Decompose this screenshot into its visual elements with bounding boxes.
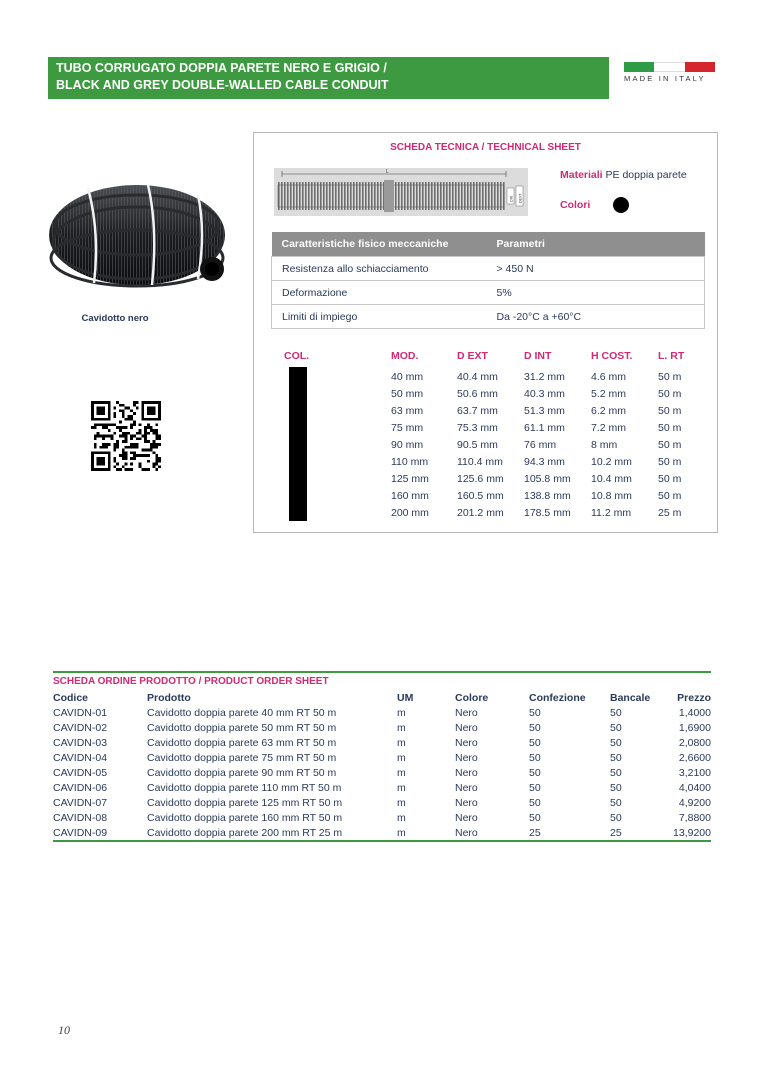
hcost-cell: 10.8 mm bbox=[591, 489, 632, 502]
prezzo-cell: 13,9200 bbox=[673, 826, 711, 839]
colors-row bbox=[560, 197, 629, 213]
col-header: COL. bbox=[284, 350, 310, 362]
confezione-cell: 50 bbox=[529, 766, 541, 779]
prodotto-cell: Cavidotto doppia parete 160 mm RT 50 m bbox=[147, 811, 343, 824]
bancale-cell: 50 bbox=[610, 781, 622, 794]
dint-cell: 94.3 mm bbox=[524, 455, 565, 468]
order-bottom-rule bbox=[53, 840, 711, 842]
colore-cell: Nero bbox=[455, 826, 478, 839]
codice-cell: CAVIDN-09 bbox=[53, 826, 108, 839]
mod-cell: 75 mm bbox=[391, 421, 424, 434]
colore-cell: Nero bbox=[455, 721, 478, 734]
order-header bbox=[53, 690, 711, 705]
hcost-cell: 8 mm bbox=[591, 438, 618, 451]
table-row bbox=[53, 735, 711, 750]
hcost-cell: 6.2 mm bbox=[591, 404, 627, 417]
dint-cell: 61.1 mm bbox=[524, 421, 565, 434]
hcost-cell: 7.2 mm bbox=[591, 421, 627, 434]
dext-cell: 75.3 mm bbox=[457, 421, 498, 434]
um-header: UM bbox=[397, 691, 414, 704]
page-title-bar bbox=[48, 57, 609, 99]
codice-header: Codice bbox=[53, 691, 89, 704]
prodotto-cell: Cavidotto doppia parete 50 mm RT 50 m bbox=[147, 721, 337, 734]
properties-header-value: Parametri bbox=[487, 232, 705, 257]
dext-cell: 40.4 mm bbox=[457, 370, 498, 383]
materials-row bbox=[560, 169, 687, 181]
prezzo-cell: 4,0400 bbox=[678, 781, 711, 794]
um-cell: m bbox=[397, 706, 406, 719]
technical-sheet bbox=[253, 132, 718, 533]
confezione-cell: 50 bbox=[529, 751, 541, 764]
confezione-cell: 50 bbox=[529, 811, 541, 824]
um-cell: m bbox=[397, 826, 406, 839]
colore-header: Colore bbox=[455, 691, 489, 704]
bancale-cell: 50 bbox=[610, 796, 622, 809]
table-row bbox=[272, 281, 705, 305]
codice-cell: CAVIDN-02 bbox=[53, 721, 108, 734]
dext-cell: 110.4 mm bbox=[457, 455, 503, 468]
table-row bbox=[284, 453, 704, 470]
codice-cell: CAVIDN-05 bbox=[53, 766, 108, 779]
color-swatch bbox=[613, 197, 629, 213]
qr-code bbox=[91, 401, 161, 471]
property-name: Limiti di impiego bbox=[272, 305, 487, 329]
mod-cell: 50 mm bbox=[391, 387, 424, 400]
table-row bbox=[284, 470, 704, 487]
title-line-2: BLACK AND GREY DOUBLE-WALLED CABLE CONDUIT bbox=[56, 78, 389, 92]
table-row bbox=[284, 402, 704, 419]
um-cell: m bbox=[397, 766, 406, 779]
lrt-cell: 50 m bbox=[658, 421, 682, 434]
black-color-swatch bbox=[289, 367, 307, 521]
colore-cell: Nero bbox=[455, 811, 478, 824]
table-row bbox=[53, 780, 711, 795]
lrt-cell: 50 m bbox=[658, 455, 682, 468]
mod-cell: 125 mm bbox=[391, 472, 429, 485]
lrt-cell: 50 m bbox=[658, 370, 682, 383]
colore-cell: Nero bbox=[455, 796, 478, 809]
prezzo-cell: 2,6600 bbox=[678, 751, 711, 764]
dint-cell: 40.3 mm bbox=[524, 387, 565, 400]
properties-header-key: Caratteristiche fisico meccaniche bbox=[272, 232, 487, 257]
hcost-cell: 4.6 mm bbox=[591, 370, 627, 383]
properties-header bbox=[272, 232, 705, 257]
mod-cell: 40 mm bbox=[391, 370, 424, 383]
property-name: Resistenza allo schiacciamento bbox=[272, 257, 487, 281]
confezione-cell: 25 bbox=[529, 826, 541, 839]
table-row bbox=[53, 720, 711, 735]
codice-cell: CAVIDN-04 bbox=[53, 751, 108, 764]
mod-cell: 160 mm bbox=[391, 489, 429, 502]
prezzo-cell: 3,2100 bbox=[678, 766, 711, 779]
table-row bbox=[284, 368, 704, 385]
prezzo-cell: 4,9200 bbox=[678, 796, 711, 809]
um-cell: m bbox=[397, 781, 406, 794]
bancale-cell: 25 bbox=[610, 826, 622, 839]
colore-cell: Nero bbox=[455, 736, 478, 749]
prodotto-cell: Cavidotto doppia parete 110 mm RT 50 m bbox=[147, 781, 342, 794]
table-row bbox=[53, 825, 711, 840]
order-sheet-title: SCHEDA ORDINE PRODOTTO / PRODUCT ORDER SHEET bbox=[53, 676, 329, 687]
hcost-cell: 10.4 mm bbox=[591, 472, 632, 485]
prezzo-cell: 7,8800 bbox=[678, 811, 711, 824]
codice-cell: CAVIDN-06 bbox=[53, 781, 108, 794]
confezione-cell: 50 bbox=[529, 706, 541, 719]
table-row bbox=[53, 750, 711, 765]
hcost-cell: 5.2 mm bbox=[591, 387, 627, 400]
codice-cell: CAVIDN-08 bbox=[53, 811, 108, 824]
product-caption: Cavidotto nero bbox=[81, 313, 149, 324]
colore-cell: Nero bbox=[455, 751, 478, 764]
prezzo-cell: 2,0800 bbox=[678, 736, 711, 749]
um-cell: m bbox=[397, 811, 406, 824]
page-number: 10 bbox=[58, 1023, 70, 1037]
prodotto-cell: Cavidotto doppia parete 40 mm RT 50 m bbox=[147, 706, 337, 719]
codice-cell: CAVIDN-07 bbox=[53, 796, 108, 809]
mod-cell: 90 mm bbox=[391, 438, 424, 451]
technical-sheet-title: SCHEDA TECNICA / TECHNICAL SHEET bbox=[390, 142, 581, 153]
materials-value: PE doppia parete bbox=[605, 169, 687, 181]
confezione-cell: 50 bbox=[529, 721, 541, 734]
bancale-cell: 50 bbox=[610, 736, 622, 749]
materials-label: Materiali bbox=[560, 169, 603, 181]
codice-cell: CAVIDN-03 bbox=[53, 736, 108, 749]
dext-cell: 90.5 mm bbox=[457, 438, 498, 451]
colore-cell: Nero bbox=[455, 706, 478, 719]
codice-cell: CAVIDN-01 bbox=[53, 706, 108, 719]
hcost-header: H COST. bbox=[591, 350, 633, 362]
lrt-header: L. RT bbox=[658, 350, 685, 362]
table-row bbox=[272, 257, 705, 281]
dimensions-header bbox=[284, 350, 704, 368]
properties-table bbox=[271, 232, 705, 329]
mod-cell: 63 mm bbox=[391, 404, 424, 417]
prodotto-cell: Cavidotto doppia parete 63 mm RT 50 m bbox=[147, 736, 337, 749]
title-line-1: TUBO CORRUGATO DOPPIA PARETE NERO E GRIGIO / bbox=[56, 61, 387, 75]
bancale-header: Bancale bbox=[610, 691, 651, 704]
confezione-header: Confezione bbox=[529, 691, 586, 704]
dint-cell: 31.2 mm bbox=[524, 370, 565, 383]
prodotto-cell: Cavidotto doppia parete 90 mm RT 50 m bbox=[147, 766, 337, 779]
hcost-cell: 10.2 mm bbox=[591, 455, 632, 468]
table-row bbox=[53, 810, 711, 825]
um-cell: m bbox=[397, 751, 406, 764]
mod-cell: 200 mm bbox=[391, 506, 429, 519]
table-row bbox=[284, 487, 704, 504]
prezzo-cell: 1,6900 bbox=[678, 721, 711, 734]
prodotto-cell: Cavidotto doppia parete 75 mm RT 50 m bbox=[147, 751, 337, 764]
confezione-cell: 50 bbox=[529, 736, 541, 749]
dext-cell: 201.2 mm bbox=[457, 506, 504, 519]
dext-cell: 63.7 mm bbox=[457, 404, 498, 417]
colore-cell: Nero bbox=[455, 781, 478, 794]
dint-cell: 76 mm bbox=[524, 438, 557, 451]
colors-label: Colori bbox=[560, 199, 591, 211]
prodotto-header: Prodotto bbox=[147, 691, 191, 704]
order-sheet bbox=[53, 671, 711, 842]
property-value: 5% bbox=[487, 281, 705, 305]
table-row bbox=[284, 436, 704, 453]
bancale-cell: 50 bbox=[610, 751, 622, 764]
drawing-dint-label: DIN bbox=[509, 195, 514, 202]
dint-cell: 105.8 mm bbox=[524, 472, 571, 485]
lrt-cell: 50 m bbox=[658, 404, 682, 417]
table-row bbox=[53, 765, 711, 780]
property-name: Deformazione bbox=[272, 281, 487, 305]
prodotto-cell: Cavidotto doppia parete 125 mm RT 50 m bbox=[147, 796, 343, 809]
table-row bbox=[284, 419, 704, 436]
um-cell: m bbox=[397, 736, 406, 749]
um-cell: m bbox=[397, 796, 406, 809]
lrt-cell: 50 m bbox=[658, 489, 682, 502]
hcost-cell: 11.2 mm bbox=[591, 506, 632, 519]
prezzo-cell: 1,4000 bbox=[678, 706, 711, 719]
lrt-cell: 50 m bbox=[658, 438, 682, 451]
bancale-cell: 50 bbox=[610, 811, 622, 824]
italy-flag-icon bbox=[624, 62, 715, 72]
made-in-italy-label: MADE IN ITALY bbox=[624, 74, 706, 83]
prezzo-header: Prezzo bbox=[677, 691, 711, 704]
table-row bbox=[272, 305, 705, 329]
pipe-drawing bbox=[274, 168, 528, 216]
prodotto-cell: Cavidotto doppia parete 200 mm RT 25 m bbox=[147, 826, 343, 839]
dint-header: D INT bbox=[524, 350, 552, 362]
colore-cell: Nero bbox=[455, 766, 478, 779]
dint-cell: 51.3 mm bbox=[524, 404, 565, 417]
bancale-cell: 50 bbox=[610, 706, 622, 719]
table-row bbox=[53, 795, 711, 810]
bancale-cell: 50 bbox=[610, 766, 622, 779]
mod-header: MOD. bbox=[391, 350, 419, 362]
mod-cell: 110 mm bbox=[391, 455, 429, 468]
product-photo bbox=[48, 183, 226, 293]
drawing-dext-label: DEXT bbox=[518, 193, 523, 203]
table-row bbox=[284, 385, 704, 402]
dint-cell: 138.8 mm bbox=[524, 489, 571, 502]
um-cell: m bbox=[397, 721, 406, 734]
lrt-cell: 50 m bbox=[658, 387, 682, 400]
confezione-cell: 50 bbox=[529, 781, 541, 794]
table-row bbox=[284, 504, 704, 521]
confezione-cell: 50 bbox=[529, 796, 541, 809]
dint-cell: 178.5 mm bbox=[524, 506, 571, 519]
bancale-cell: 50 bbox=[610, 721, 622, 734]
lrt-cell: 50 m bbox=[658, 472, 682, 485]
order-table bbox=[53, 690, 711, 840]
dimensions-table bbox=[284, 350, 704, 521]
dext-header: D EXT bbox=[457, 350, 488, 362]
drawing-length-label: L bbox=[386, 169, 389, 175]
property-value: > 450 N bbox=[487, 257, 705, 281]
table-row bbox=[53, 705, 711, 720]
property-value: Da -20°C a +60°C bbox=[487, 305, 705, 329]
lrt-cell: 25 m bbox=[658, 506, 682, 519]
dext-cell: 160.5 mm bbox=[457, 489, 504, 502]
dext-cell: 50.6 mm bbox=[457, 387, 498, 400]
dext-cell: 125.6 mm bbox=[457, 472, 504, 485]
